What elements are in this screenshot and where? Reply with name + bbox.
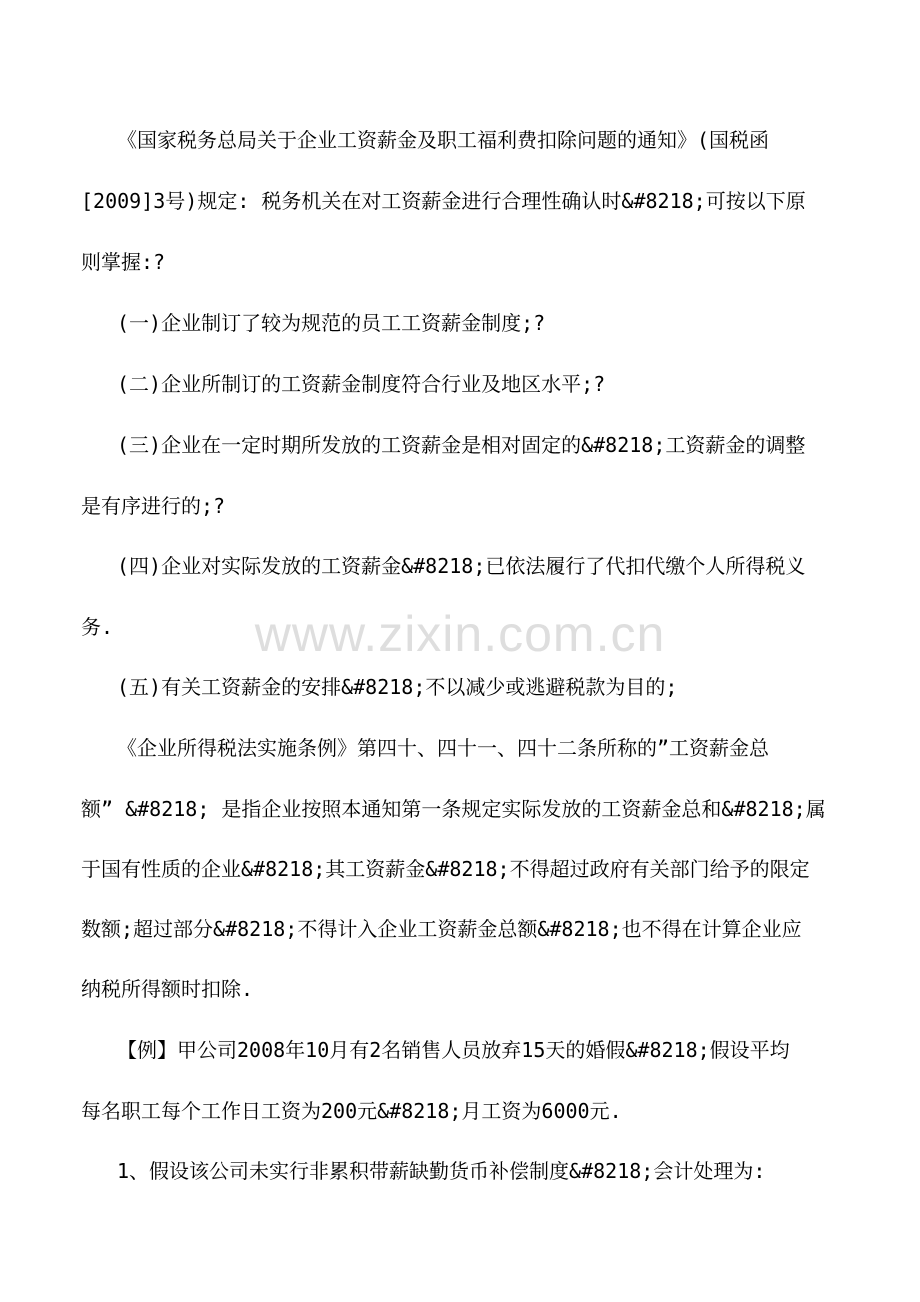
text-line: (三)企业在一定时期所发放的工资薪金是相对固定的&#8218;工资薪金的调整: [117, 433, 806, 457]
text-line: 1、假设该公司未实行非累积带薪缺勤货币补偿制度&#8218;会计处理为:: [117, 1159, 766, 1183]
text-line: 【例】甲公司2008年10月有2名销售人员放弃15天的婚假&#8218;假设平均: [117, 1038, 790, 1062]
text-line: 《国家税务总局关于企业工资薪金及职工福利费扣除问题的通知》(国税函: [117, 128, 770, 152]
text-line: 《企业所得税法实施条例》第四十、四十一、四十二条所称的”工资薪金总: [117, 736, 770, 760]
text-line: 于国有性质的企业&#8218;其工资薪金&#8218;不得超过政府有关部门给予的限定: [81, 857, 810, 881]
text-line: 则掌握:?: [81, 250, 166, 274]
text-line: 额” &#8218; 是指企业按照本通知第一条规定实际发放的工资薪金总和&#8218;属: [81, 797, 826, 821]
text-line: 纳税所得额时扣除.: [81, 977, 254, 1001]
text-line: 是有序进行的;?: [81, 494, 226, 518]
text-line: (四)企业对实际发放的工资薪金&#8218;已依法履行了代扣代缴个人所得税义: [117, 554, 806, 578]
watermark: www.zixin.com.cn: [254, 606, 666, 662]
text-line: 数额;超过部分&#8218;不得计入企业工资薪金总额&#8218;也不得在计算企业应: [81, 917, 802, 941]
text-line: 务.: [81, 615, 114, 639]
text-line: (二)企业所制订的工资薪金制度符合行业及地区水平;?: [117, 372, 606, 396]
text-line: (五)有关工资薪金的安排&#8218;不以减少或逃避税款为目的;: [117, 675, 678, 699]
text-line: (一)企业制订了较为规范的员工工资薪金制度;?: [117, 311, 546, 335]
text-line: [2009]3号)规定: 税务机关在对工资薪金进行合理性确认时&#8218;可按以下原: [81, 189, 806, 213]
text-line: 每名职工每个工作日工资为200元&#8218;月工资为6000元.: [81, 1099, 622, 1123]
